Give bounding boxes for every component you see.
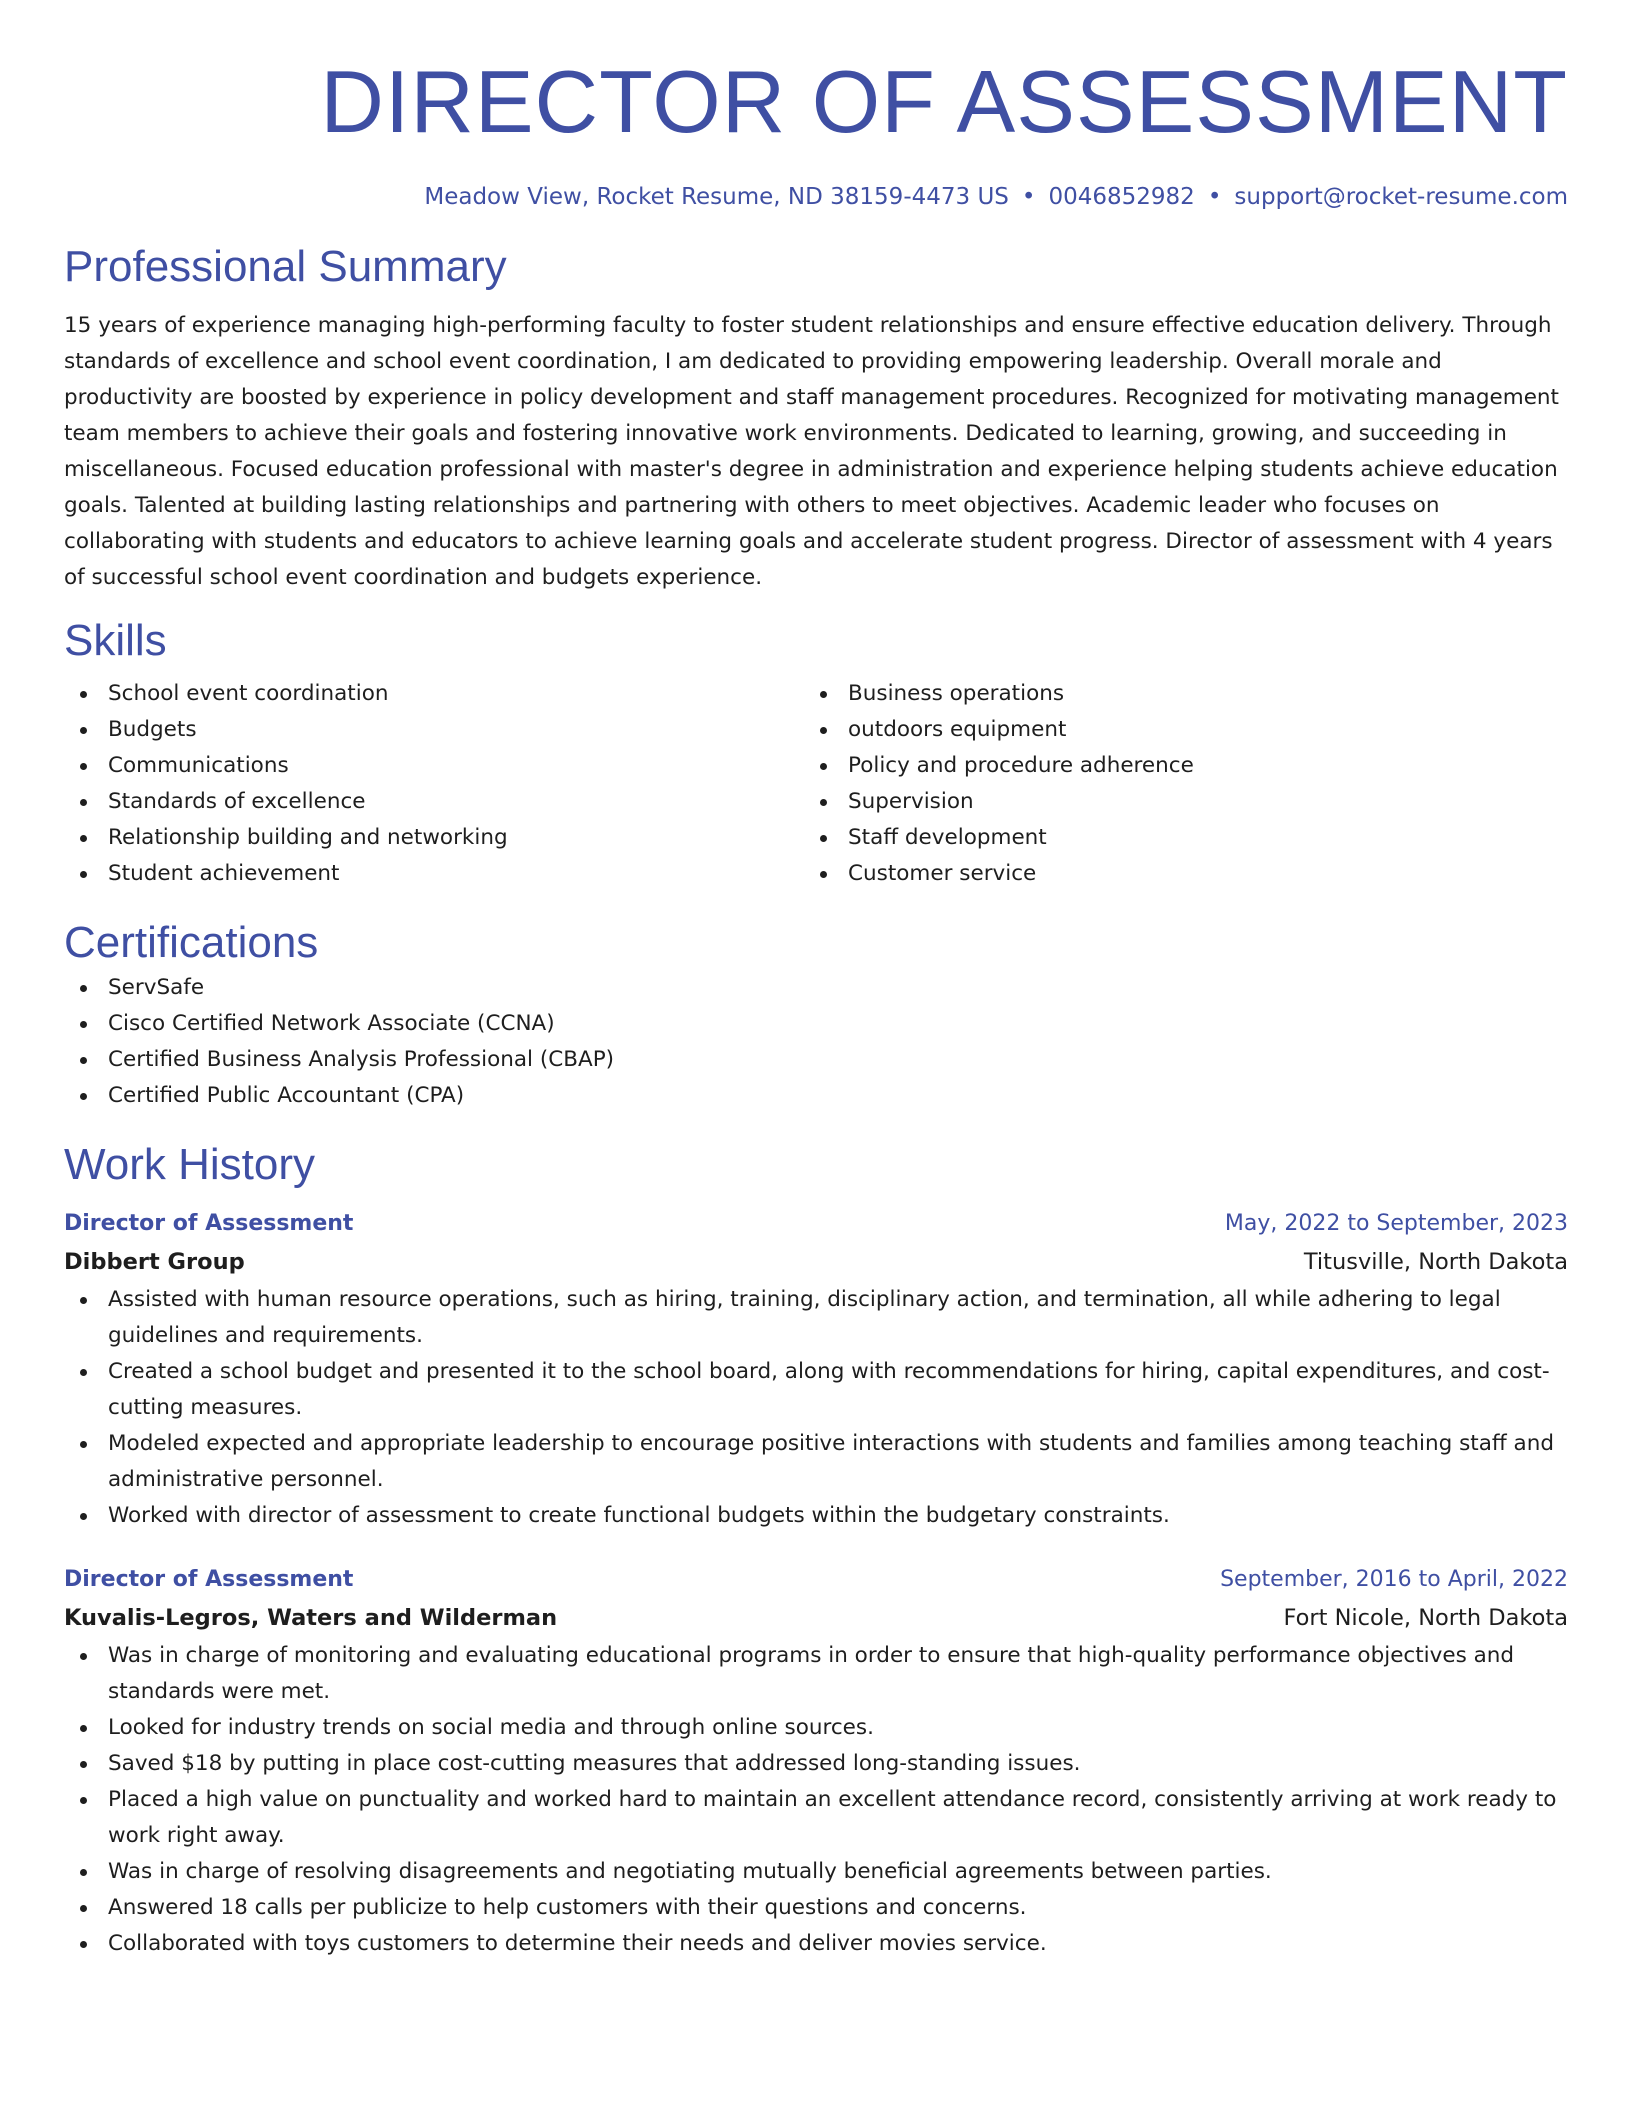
job-duty-item: Assisted with human resource operations, such as hiring, training, disciplinary action, and termination, all while adhering to legal guidelines and requirements. (64, 1282, 1568, 1354)
contact-separator: • (1021, 184, 1036, 210)
job-duty-item: Modeled expected and appropriate leadership to encourage positive interactions with students and families among teaching staff and administrative personnel. (64, 1426, 1568, 1498)
summary-text: 15 years of experience managing high-performing faculty to foster student relationships and ensure effective education delivery. Through standards of excellence and school event coordination, I am dedicated to providing empowering leadership. Overall morale and productivity are boosted by experience in policy development and staff management procedures. Recognized for motivating management team members to achieve their goals and fostering innovative work environments. Dedicated to learning, growing, and succeeding in miscellaneous. Focused education professional with master's degree in administration and experience helping students achieve education goals. Talented at building lasting relationships and partnering with others to meet objectives. Academic leader who focuses on collaborating with students and educators to achieve learning goals and accelerate student progress. Director of assessment with 4 years of successful school event coordination and budgets experience. (64, 313, 1559, 590)
job-duty-item: Was in charge of monitoring and evaluating educational programs in order to ensure that high-quality performance objectives and standards were met. (64, 1638, 1568, 1710)
job-duties-list (64, 1638, 1568, 1962)
section-title-summary: Professional Summary (64, 242, 507, 291)
work-history-section (64, 1138, 1568, 1962)
skills-section (64, 614, 1568, 892)
job-dates: September, 2016 to April, 2022 (1220, 1567, 1568, 1592)
skill-item: Policy and procedure adherence (804, 748, 1544, 784)
job-entry (64, 1206, 1568, 1534)
skill-item: Budgets (64, 712, 804, 748)
skill-item: Communications (64, 748, 804, 784)
job-header-row (64, 1562, 1568, 1598)
job-duty-item: Placed a high value on punctuality and worked hard to maintain an excellent attendance record, consistently arriving at work ready to work right away. (64, 1782, 1568, 1854)
job-company: Dibbert Group (64, 1249, 245, 1275)
skill-item: Staff development (804, 820, 1544, 856)
resume-header (64, 0, 1568, 212)
contact-address: Meadow View, Rocket Resume, ND 38159-4473 US (424, 184, 1009, 210)
certification-item: Cisco Certified Network Associate (CCNA) (64, 1006, 1568, 1042)
contact-email-link[interactable]: support@rocket-resume.com (1234, 184, 1568, 210)
contact-separator: • (1207, 184, 1222, 210)
skill-item: Relationship building and networking (64, 820, 804, 856)
job-duty-item: Looked for industry trends on social media and through online sources. (64, 1710, 1568, 1746)
job-duty-item: Collaborated with toys customers to determine their needs and deliver movies service. (64, 1926, 1568, 1962)
job-duty-item: Created a school budget and presented it to the school board, along with recommendations for hiring, capital expenditures, and cost-cutting measures. (64, 1354, 1568, 1426)
job-title: Director of Assessment (64, 1567, 354, 1592)
job-duty-item: Was in charge of resolving disagreements and negotiating mutually beneficial agreements between parties. (64, 1854, 1568, 1890)
job-duty-item: Worked with director of assessment to create functional budgets within the budgetary constraints. (64, 1498, 1568, 1534)
certification-item: ServSafe (64, 970, 1568, 1006)
skills-list-right (804, 676, 1544, 892)
job-duty-item: Saved $18 by putting in place cost-cutting measures that addressed long-standing issues. (64, 1746, 1568, 1782)
skill-item: Standards of excellence (64, 784, 804, 820)
summary-section (64, 240, 1568, 596)
job-dates: May, 2022 to September, 2023 (1224, 1211, 1568, 1236)
skills-column-left (64, 676, 804, 892)
job-location: Titusville, North Dakota (1303, 1249, 1568, 1275)
skill-item: Supervision (804, 784, 1544, 820)
skills-column-right (804, 676, 1544, 892)
contact-phone: 0046852982 (1048, 184, 1195, 210)
skill-item: Customer service (804, 856, 1544, 892)
skill-item: School event coordination (64, 676, 804, 712)
certifications-list (64, 970, 1568, 1114)
job-company-row (64, 1598, 1568, 1638)
job-header-row (64, 1206, 1568, 1242)
job-title: Director of Assessment (64, 1211, 354, 1236)
section-title-certifications: Certifications (64, 918, 319, 967)
section-title-skills: Skills (64, 616, 167, 665)
job-location: Fort Nicole, North Dakota (1283, 1605, 1568, 1631)
skills-grid (64, 676, 1568, 892)
section-title-work-history: Work History (64, 1140, 315, 1189)
job-duties-list (64, 1282, 1568, 1534)
resume-name: DIRECTOR OF ASSESSMENT (320, 52, 1568, 151)
certification-item: Certified Public Accountant (CPA) (64, 1078, 1568, 1114)
certifications-section (64, 916, 1568, 1114)
certification-item: Certified Business Analysis Professional (CBAP) (64, 1042, 1568, 1078)
contact-line (64, 182, 1568, 212)
skill-item: Business operations (804, 676, 1544, 712)
skill-item: outdoors equipment (804, 712, 1544, 748)
job-company: Kuvalis-Legros, Waters and Wilderman (64, 1605, 558, 1631)
job-company-row (64, 1242, 1568, 1282)
job-duty-item: Answered 18 calls per publicize to help customers with their questions and concerns. (64, 1890, 1568, 1926)
skill-item: Student achievement (64, 856, 804, 892)
job-entry (64, 1562, 1568, 1962)
skills-list-left (64, 676, 804, 892)
